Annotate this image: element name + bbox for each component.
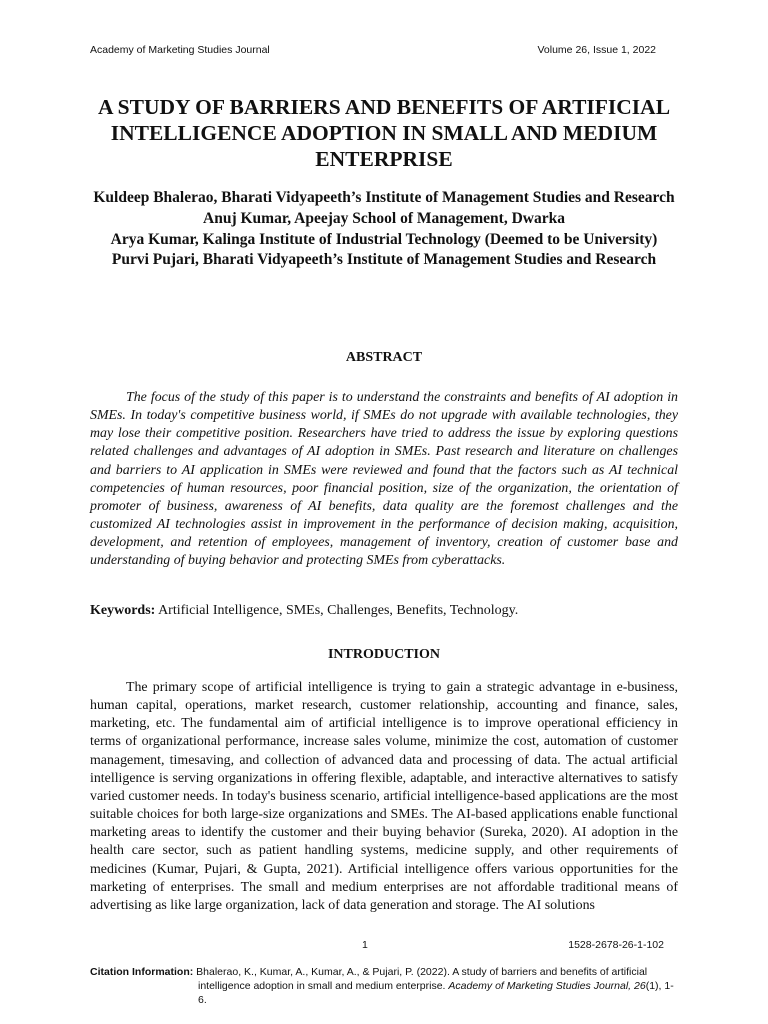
keywords-label: Keywords: [90, 603, 156, 618]
introduction-body: The primary scope of artificial intelligence is trying to gain a strategic advantage in e-business, human capital, operations, market research, customer relationship, accounting and finance, sales, marketing, etc. The fundamental aim of artificial intelligence is to improve operational efficiency in terms of organizational performance, increase sales volume, minimize the cost, automation of customer management, timesaving, and collection of advanced data and processing of data. The actual artificial intelligence is serving organizations in offering flexible, adaptable, and interactive alternatives to satisfy varied customer needs. In today's business scenario, artificial intelligence-based applications are the most suitable choices for both large-size organizations and SMEs. The AI-based applications enable functional marketing areas to identify the customer and their buying behavior (Sureka, 2020). AI adoption in the health care sector, such as patient handling systems, medicine supply, and other requirements of medicines (Kumar, Pujari, & Gupta, 2021). Artificial intelligence offers various opportunities for the marketing of enterprises. The small and medium enterprises are not affordable traditional means of advertising as like large organization, lack of data generation and storage. The AI solutions [90, 680, 678, 913]
running-header [90, 44, 656, 56]
author-1: Kuldeep Bhalerao, Bharati Vidyapeeth’s Institute of Management Studies and Research [93, 189, 675, 206]
citation-text-1: Bhalerao, K., Kumar, A., Kumar, A., & Pujari, P. (2022). A study of barriers and benefits of artificial [196, 966, 648, 978]
citation-journal: Academy of Marketing Studies Journal, [448, 980, 632, 992]
journal-name: Academy of Marketing Studies Journal [90, 44, 270, 56]
author-list [80, 188, 688, 271]
author-2: Anuj Kumar, Apeejay School of Management, Dwarka [203, 209, 565, 227]
abstract-body: The focus of the study of this paper is to understand the constraints and benefits of AI adoption in SMEs. In today's competitive business world, if SMEs do not upgrade with available technologies, they may lose their competitive position. Researchers have tried to address the issue by exploring questions related challenges and advantages of AI adoption in SMEs. Past research and literature on challenges and barriers to AI application in SMEs were reviewed and found that the factors such as AI technical competencies of human resources, poor financial position, size of the organization, the orientation of promoter of business, awareness of AI benefits, data quality are the foremost challenges and the customized AI technologies assist in improvement in the performance of decision making, acquisition, development, and retention of employees, management of inventory, creation of customer base and understanding of buying behavior and protecting SMEs from cyberattacks. [90, 390, 678, 569]
author-3: Arya Kumar, Kalinga Institute of Industrial Technology (Deemed to be University) [110, 230, 658, 248]
citation-label: Citation Information: [90, 966, 194, 978]
citation-text-2: intelligence adoption in small and medium enterprise. [198, 980, 446, 992]
page-footer [90, 939, 664, 953]
keywords [90, 603, 678, 619]
citation-information [90, 965, 678, 1007]
page-number: 1 [362, 939, 368, 951]
document-id: 1528-2678-26-1-102 [568, 939, 664, 951]
paper-title: A STUDY OF BARRIERS AND BENEFITS OF ARTIFICIAL INTELLIGENCE ADOPTION IN SMALL AND MEDIUM ENTERPRISE [97, 95, 671, 171]
introduction-heading: INTRODUCTION [327, 647, 440, 662]
author-4: Purvi Pujari, Bharati Vidyapeeth’s Institute of Management Studies and Research [111, 251, 657, 269]
abstract-heading: ABSTRACT [345, 350, 423, 365]
volume-issue: Volume 26, Issue 1, 2022 [537, 44, 656, 56]
keywords-text: Artificial Intelligence, SMEs, Challenges, Benefits, Technology. [158, 603, 519, 618]
citation-line-1 [90, 965, 678, 979]
citation-volume: 26 [634, 980, 646, 992]
citation-line-2 [90, 979, 678, 1007]
citation-tail: (1), 1-6. [198, 980, 674, 1006]
